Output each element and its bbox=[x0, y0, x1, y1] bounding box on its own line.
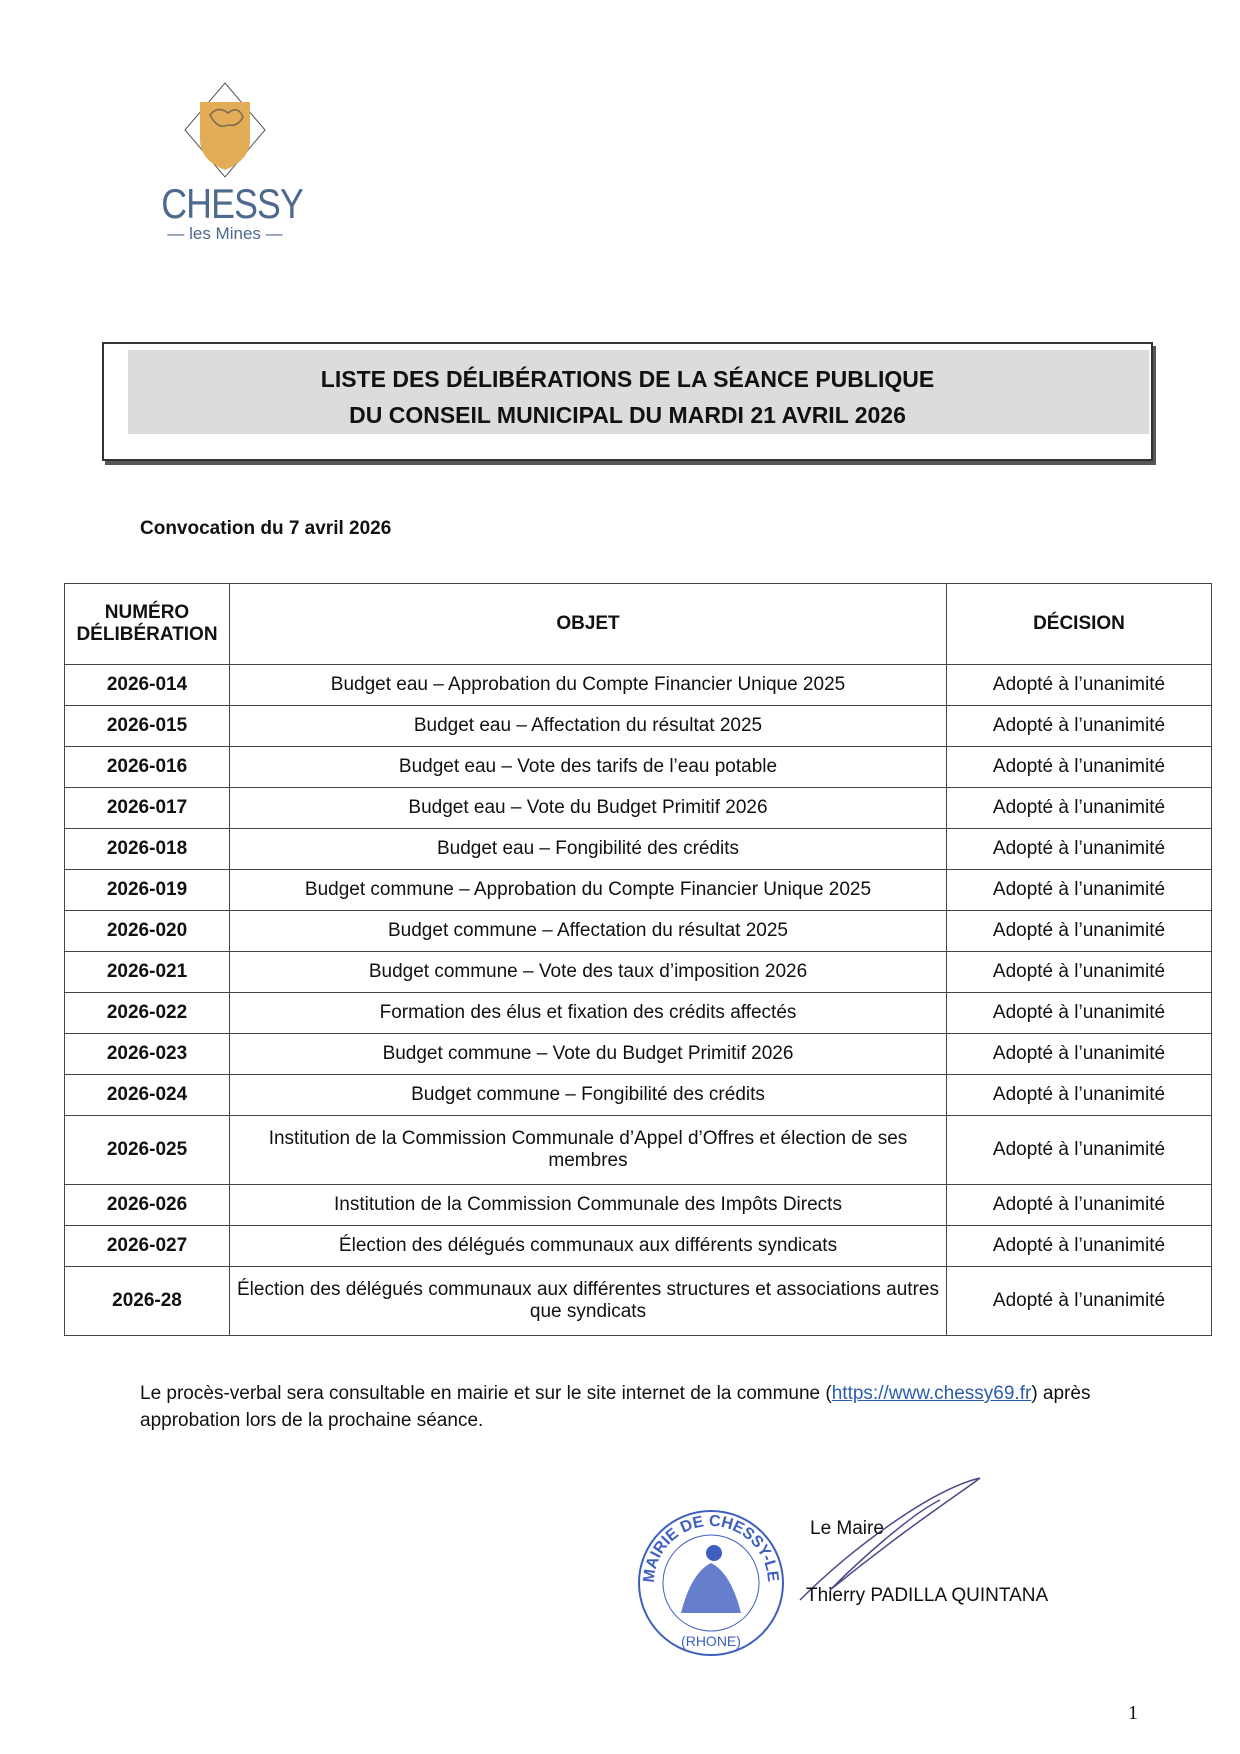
logo-subtitle: — les Mines — bbox=[167, 224, 283, 243]
deliberation-number: 2026-025 bbox=[65, 1116, 230, 1185]
deliberation-number: 2026-020 bbox=[65, 911, 230, 952]
deliberation-decision: Adopté à l’unanimité bbox=[947, 870, 1212, 911]
deliberation-number: 2026-019 bbox=[65, 870, 230, 911]
deliberation-decision: Adopté à l’unanimité bbox=[947, 829, 1212, 870]
mairie-seal bbox=[636, 1508, 786, 1663]
table-row bbox=[65, 952, 1212, 993]
deliberation-number: 2026-018 bbox=[65, 829, 230, 870]
mayor-title: Le Maire bbox=[810, 1518, 884, 1539]
deliberation-decision: Adopté à l’unanimité bbox=[947, 1075, 1212, 1116]
deliberation-object: Budget eau – Vote des tarifs de l’eau potable bbox=[230, 747, 947, 788]
deliberation-decision: Adopté à l’unanimité bbox=[947, 706, 1212, 747]
deliberation-object: Élection des délégués communaux aux différents syndicats bbox=[230, 1226, 947, 1267]
deliberation-number: 2026-027 bbox=[65, 1226, 230, 1267]
table-row bbox=[65, 1226, 1212, 1267]
table-row bbox=[65, 1034, 1212, 1075]
title-line-2: DU CONSEIL MUNICIPAL DU MARDI 21 AVRIL 2026 bbox=[349, 402, 906, 428]
deliberation-object: Budget commune – Vote du Budget Primitif 2026 bbox=[230, 1034, 947, 1075]
deliberation-decision: Adopté à l’unanimité bbox=[947, 788, 1212, 829]
deliberation-object: Budget eau – Affectation du résultat 2025 bbox=[230, 706, 947, 747]
table-row bbox=[65, 706, 1212, 747]
chessy-logo bbox=[150, 80, 303, 243]
convocation-date: Convocation du 7 avril 2026 bbox=[140, 518, 392, 539]
deliberation-decision: Adopté à l’unanimité bbox=[947, 665, 1212, 706]
header-objet: OBJET bbox=[230, 584, 947, 665]
deliberation-number: 2026-024 bbox=[65, 1075, 230, 1116]
page-number: 1 bbox=[1128, 1702, 1138, 1724]
deliberation-object: Élection des délégués communaux aux différentes structures et associations autres que syndicats bbox=[230, 1267, 947, 1336]
deliberation-object: Budget commune – Fongibilité des crédits bbox=[230, 1075, 947, 1116]
table-row bbox=[65, 870, 1212, 911]
deliberation-object: Institution de la Commission Communale d’Appel d’Offres et élection de ses membres bbox=[230, 1116, 947, 1185]
title-line-1: LISTE DES DÉLIBÉRATIONS DE LA SÉANCE PUBLIQUE bbox=[320, 366, 935, 392]
deliberation-number: 2026-022 bbox=[65, 993, 230, 1034]
deliberations-table bbox=[64, 583, 1212, 1336]
deliberation-decision: Adopté à l’unanimité bbox=[947, 993, 1212, 1034]
table-row bbox=[65, 747, 1212, 788]
table-row bbox=[65, 1185, 1212, 1226]
deliberation-object: Budget eau – Vote du Budget Primitif 2026 bbox=[230, 788, 947, 829]
table-row bbox=[65, 788, 1212, 829]
deliberation-object: Budget commune – Vote des taux d’imposition 2026 bbox=[230, 952, 947, 993]
svg-text:(RHONE): (RHONE) bbox=[681, 1633, 741, 1649]
deliberation-number: 2026-016 bbox=[65, 747, 230, 788]
website-link[interactable]: https://www.chessy69.fr bbox=[831, 1383, 1032, 1404]
footer-note: Le procès-verbal sera consultable en mairie et sur le site internet de la commune (https://www.chessy69.fr) après approbation lors de la prochaine séance. bbox=[140, 1383, 1091, 1431]
deliberation-number: 2026-28 bbox=[65, 1267, 230, 1336]
title-box bbox=[102, 342, 1153, 461]
deliberation-object: Budget commune – Approbation du Compte Financier Unique 2025 bbox=[230, 870, 947, 911]
table-row bbox=[65, 1075, 1212, 1116]
deliberation-object: Formation des élus et fixation des crédits affectés bbox=[230, 993, 947, 1034]
deliberation-object: Budget commune – Affectation du résultat 2025 bbox=[230, 911, 947, 952]
shield-icon bbox=[150, 80, 300, 180]
table-row bbox=[65, 993, 1212, 1034]
deliberation-number: 2026-021 bbox=[65, 952, 230, 993]
deliberation-decision: Adopté à l’unanimité bbox=[947, 747, 1212, 788]
deliberation-decision: Adopté à l’unanimité bbox=[947, 1034, 1212, 1075]
header-numero: NUMÉRO DÉLIBÉRATION bbox=[65, 584, 230, 665]
logo-name: CHESSY bbox=[161, 180, 303, 227]
deliberation-decision: Adopté à l’unanimité bbox=[947, 911, 1212, 952]
deliberation-number: 2026-026 bbox=[65, 1185, 230, 1226]
deliberation-decision: Adopté à l’unanimité bbox=[947, 1116, 1212, 1185]
mayor-name: Thierry PADILLA QUINTANA bbox=[806, 1585, 1049, 1606]
deliberation-decision: Adopté à l’unanimité bbox=[947, 1185, 1212, 1226]
deliberation-decision: Adopté à l’unanimité bbox=[947, 1226, 1212, 1267]
deliberation-number: 2026-015 bbox=[65, 706, 230, 747]
svg-text:MAIRIE DE CHESSY-LES-MINES: MAIRIE DE CHESSY-LE bbox=[640, 1512, 782, 1584]
deliberation-object: Budget eau – Approbation du Compte Financier Unique 2025 bbox=[230, 665, 947, 706]
deliberation-object: Budget eau – Fongibilité des crédits bbox=[230, 829, 947, 870]
deliberation-number: 2026-023 bbox=[65, 1034, 230, 1075]
deliberation-object: Institution de la Commission Communale des Impôts Directs bbox=[230, 1185, 947, 1226]
table-row bbox=[65, 911, 1212, 952]
table-row bbox=[65, 665, 1212, 706]
header-decision: DÉCISION bbox=[947, 584, 1212, 665]
deliberation-number: 2026-017 bbox=[65, 788, 230, 829]
deliberation-decision: Adopté à l’unanimité bbox=[947, 1267, 1212, 1336]
table-row bbox=[65, 829, 1212, 870]
table-row bbox=[65, 1267, 1212, 1336]
deliberation-decision: Adopté à l’unanimité bbox=[947, 952, 1212, 993]
table-row bbox=[65, 1116, 1212, 1185]
deliberation-number: 2026-014 bbox=[65, 665, 230, 706]
